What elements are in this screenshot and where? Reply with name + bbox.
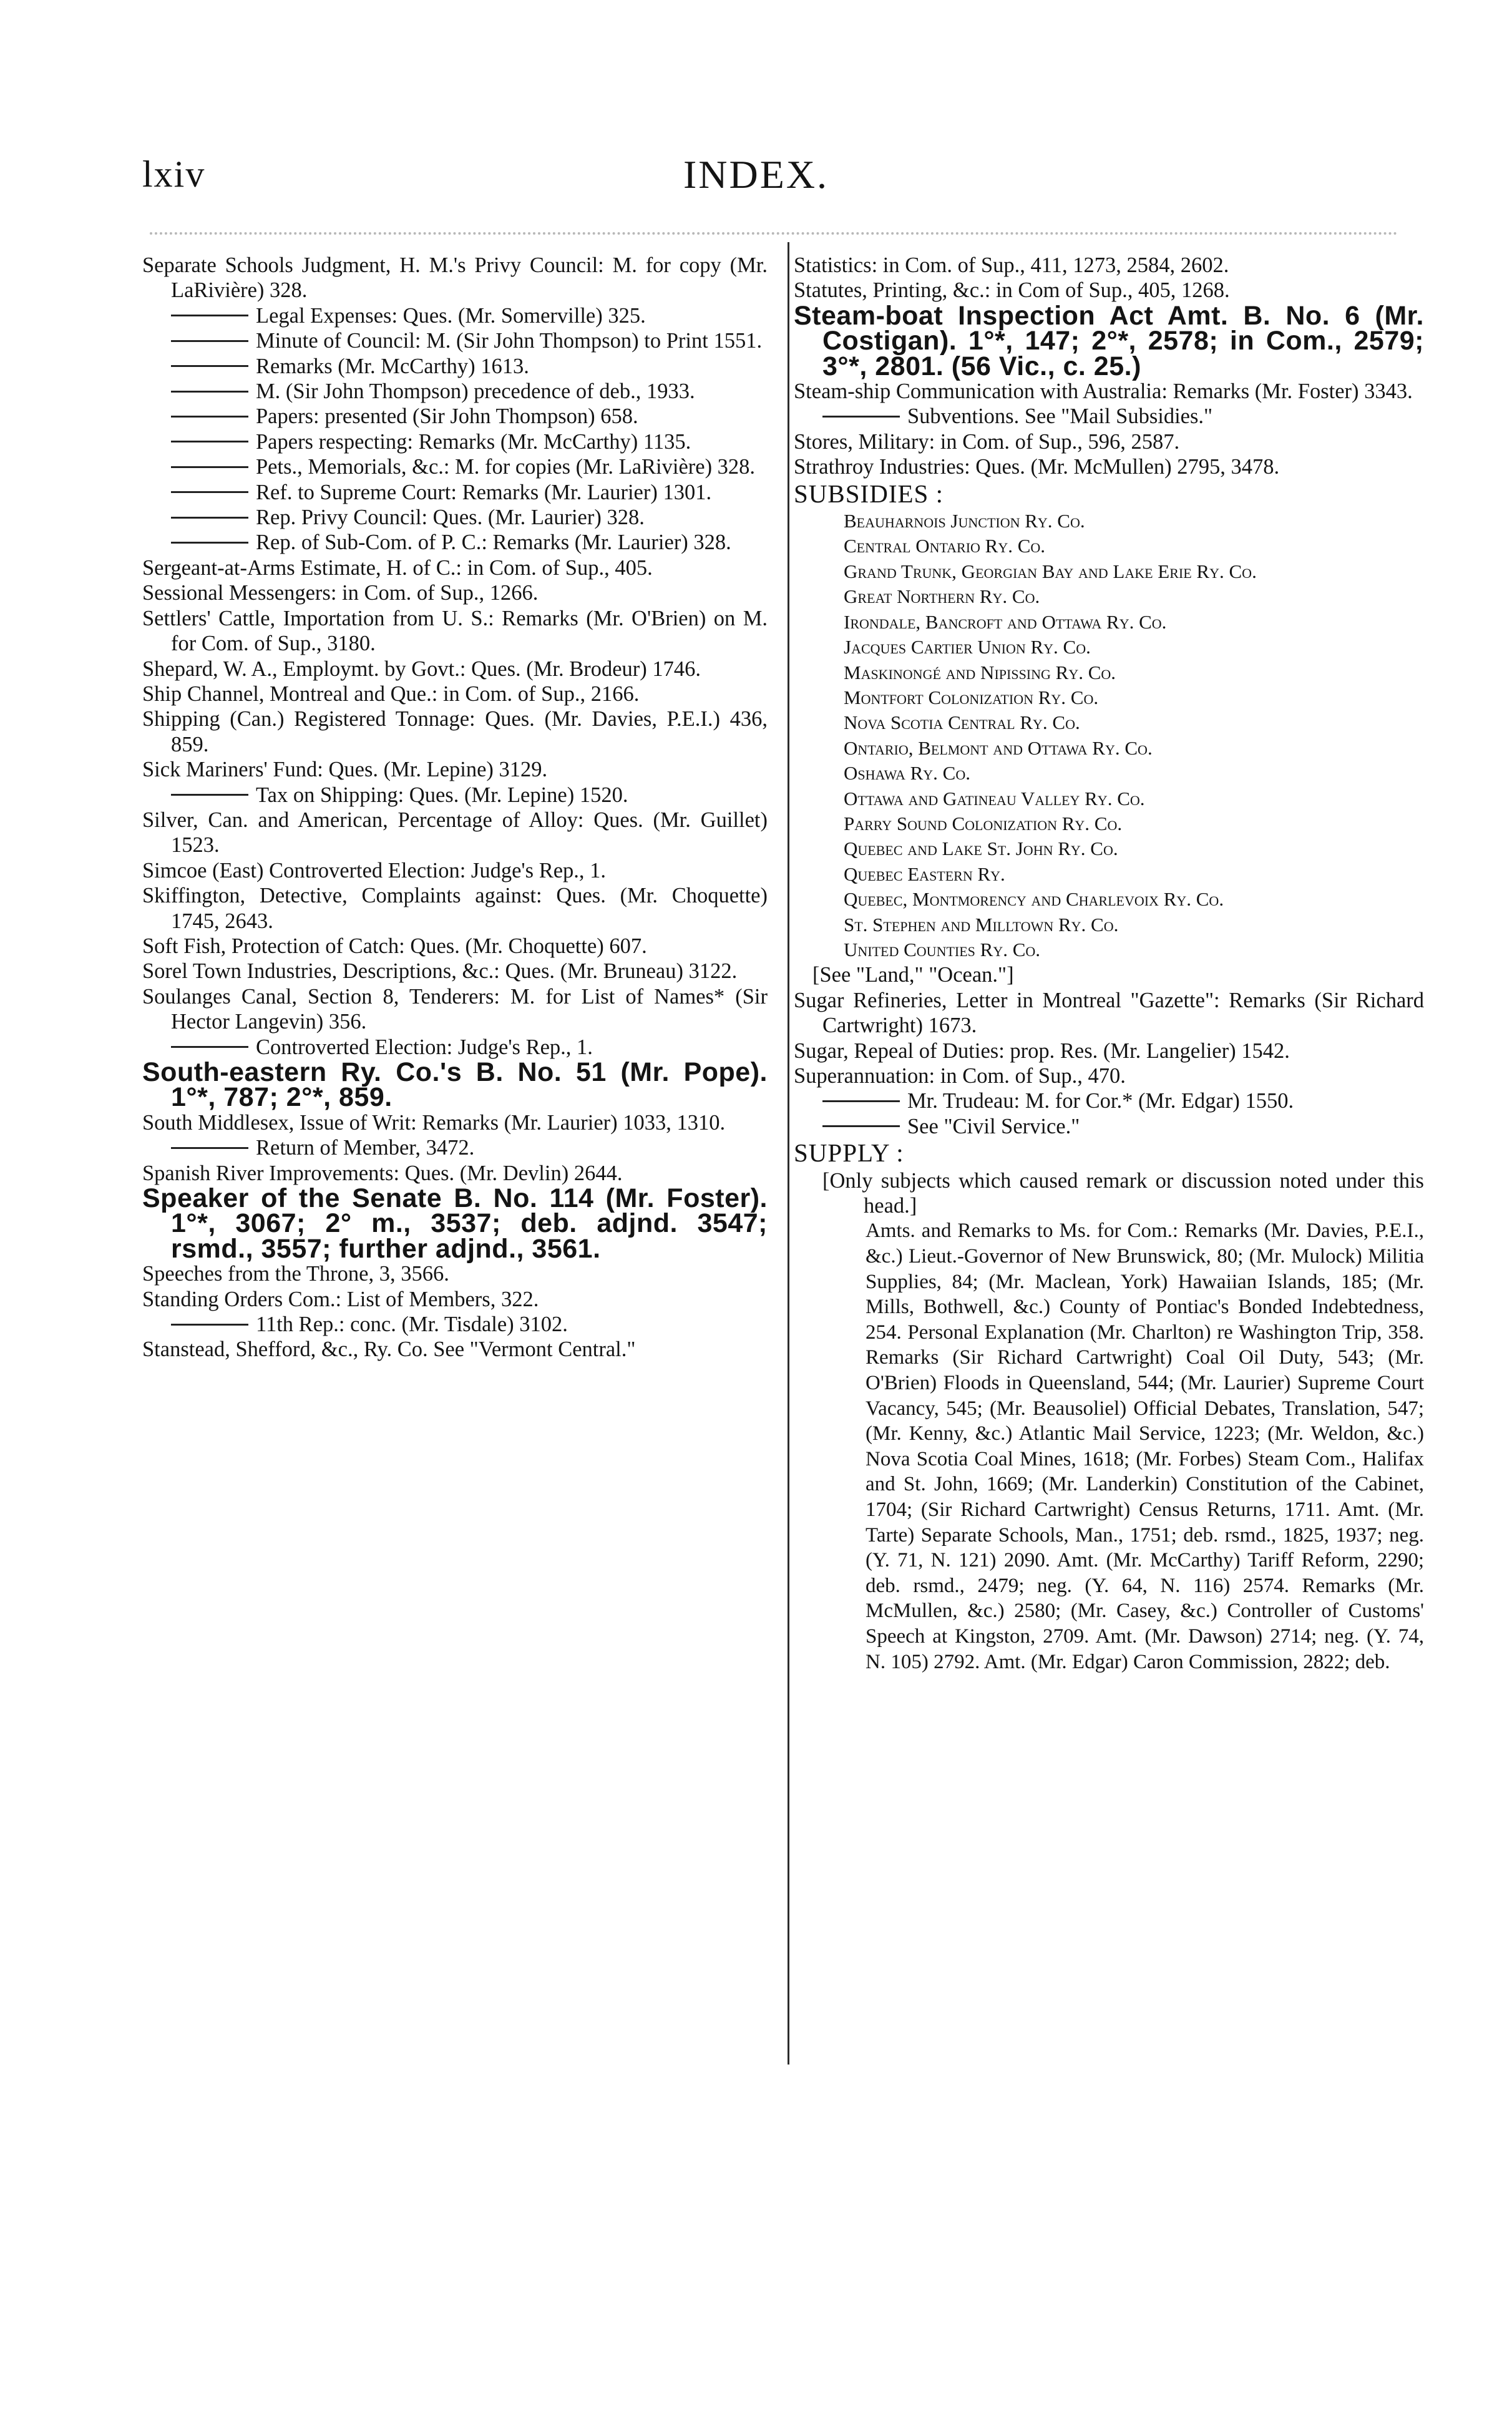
- ditto-dash: [822, 1100, 900, 1102]
- ditto-dash: [171, 340, 248, 342]
- list-item: Oshawa Ry. Co.: [844, 762, 970, 784]
- right-column: [794, 253, 1424, 1674]
- list-item: Maskinongé and Nipissing Ry. Co.: [844, 661, 1116, 683]
- list-item: Jacques Cartier Union Ry. Co.: [844, 636, 1091, 658]
- index-entry-bill: Steam-boat Inspection Act Amt. B. No. 6 (Mr. Costigan). 1°*, 147; 2°*, 2578; in Com., 2579; 3°*, 2801. (56 Vic., c. 25.): [794, 300, 1424, 381]
- index-entry: Settlers' Cattle, Importation from U. S.: Remarks (Mr. O'Brien) on M. for Com. of Sup., 3180.: [142, 606, 768, 656]
- index-subentry: Rep. Privy Council: Ques. (Mr. Laurier) 328.: [142, 505, 768, 530]
- index-subentry: M. (Sir John Thompson) precedence of deb., 1933.: [142, 379, 768, 404]
- list-item: Quebec, Montmorency and Charlevoix Ry. Co.: [844, 888, 1224, 911]
- header-rule: [150, 232, 1398, 235]
- index-entry: Sugar Refineries, Letter in Montreal "Gazette": Remarks (Sir Richard Cartwright) 1673.: [794, 988, 1424, 1038]
- supply-note: [Only subjects which caused remark or discussion noted under this head.]: [822, 1168, 1424, 1218]
- list-item: Irondale, Bancroft and Ottawa Ry. Co.: [844, 610, 1167, 633]
- index-subentry: Mr. Trudeau: M. for Cor.* (Mr. Edgar) 1550.: [794, 1088, 1424, 1113]
- index-entry: Soulanges Canal, Section 8, Tenderers: M. for List of Names* (Sir Hector Langevin) 356.: [142, 984, 768, 1034]
- ditto-dash: [171, 365, 248, 367]
- list-item: St. Stephen and Milltown Ry. Co.: [844, 913, 1119, 936]
- index-subentry: Minute of Council: M. (Sir John Thompson) to Print 1551.: [142, 328, 768, 353]
- ditto-dash: [171, 542, 248, 544]
- index-entry: Sessional Messengers: in Com. of Sup., 1266.: [142, 581, 539, 605]
- index-entry: Speeches from the Throne, 3, 3566.: [142, 1262, 449, 1286]
- supply-detail: Amts. and Remarks to Ms. for Com.: Remarks (Mr. Davies, P.E.I., &c.) Lieut.-Governor of New Brunswick, 80; (Mr. Mulock) Militia Supplies, 84; (Mr. Maclean, York) Hawaiian Islands, 185; (Mr. Mills, Bothwell, &c.) County of Pontiac's Bonded Indebtedness, 254. Personal Explanation (Mr. Charlton) re Washington Trip, 358. Remarks (Sir Richard Cartwright) Coal Oil Duty, 543; (Mr. O'Brien) Floods in Queensland, 544; (Mr. Laurier) Supreme Court Vacancy, 545; (Mr. Beausoliel) Official Debates, Translation, 547; (Mr. Kenny, &c.) Atlantic Mail Service, 1223; (Mr. Weldon, &c.) Nova Scotia Coal Mines, 1618; (Mr. Forbes) Steam Com., Halifax and St. John, 1669; (Mr. Landerkin) Constitution of the Cabinet, 1704; (Sir Richard Cartwright) Census Returns, 1711. Amt. (Mr. Tarte) Separate Schools, Man., 1751; deb. rsmd., 1825, 1937; neg. (Y. 71, N. 121) 2090. Amt. (Mr. McCarthy) Tariff Reform, 2290; deb. rsmd., 2479; neg. (Y. 64, N. 116) 2574. Remarks (Mr. McMullen, &c.) 2580; (Mr. Casey, &c.) Controller of Customs' Speech at Kingston, 2709. Amt. (Mr. Dawson) 2714; neg. (Y. 74, N. 105) 2792. Amt. (Mr. Edgar) Caron Commission, 2822; deb.: [866, 1219, 1424, 1673]
- index-subentry: Subventions. See "Mail Subsidies.": [794, 404, 1424, 429]
- ditto-dash: [171, 1324, 248, 1326]
- index-subentry: Ref. to Supreme Court: Remarks (Mr. Laurier) 1301.: [142, 480, 768, 505]
- index-entry: Superannuation: in Com. of Sup., 470.: [794, 1064, 1126, 1088]
- index-subentry: Legal Expenses: Ques. (Mr. Somerville) 325.: [142, 303, 768, 328]
- index-entry: Stores, Military: in Com. of Sup., 596, 2587.: [794, 429, 1180, 454]
- index-subentry: Tax on Shipping: Ques. (Mr. Lepine) 1520.: [142, 783, 768, 808]
- index-entry-bill: South-eastern Ry. Co.'s B. No. 51 (Mr. Pope). 1°*, 787; 2°*, 859.: [142, 1057, 768, 1113]
- index-entry: Steam-ship Communication with Australia: Remarks (Mr. Foster) 3343.: [794, 379, 1413, 404]
- ditto-dash: [822, 1125, 900, 1127]
- ditto-dash: [171, 1046, 248, 1048]
- see-also-note: [See "Land," "Ocean."]: [812, 963, 1014, 987]
- index-entry: Statutes, Printing, &c.: in Com of Sup., 405, 1268.: [794, 278, 1230, 303]
- list-item: Montfort Colonization Ry. Co.: [844, 686, 1099, 708]
- list-item: Central Ontario Ry. Co.: [844, 535, 1046, 557]
- index-entry: Strathroy Industries: Ques. (Mr. McMullen) 2795, 3478.: [794, 455, 1280, 479]
- index-entry: South Middlesex, Issue of Writ: Remarks (Mr. Laurier) 1033, 1310.: [142, 1110, 726, 1135]
- list-item: Nova Scotia Central Ry. Co.: [844, 711, 1080, 734]
- index-entry: Skiffington, Detective, Complaints against: Ques. (Mr. Choquette) 1745, 2643.: [142, 884, 768, 933]
- index-entry: Simcoe (East) Controverted Election: Judge's Rep., 1.: [142, 858, 607, 882]
- ditto-dash: [171, 1147, 248, 1149]
- index-subentry: Return of Member, 3472.: [142, 1135, 768, 1160]
- list-item: Ottawa and Gatineau Valley Ry. Co.: [844, 787, 1145, 809]
- list-item: United Counties Ry. Co.: [844, 938, 1041, 960]
- index-entry: Sick Mariners' Fund: Ques. (Mr. Lepine) 3129.: [142, 758, 548, 782]
- ditto-dash: [171, 391, 248, 393]
- ditto-dash: [171, 794, 248, 796]
- ditto-dash: [171, 441, 248, 442]
- list-item: Parry Sound Colonization Ry. Co.: [844, 812, 1123, 834]
- section-heading-subsidies: SUBSIDIES :: [794, 479, 944, 508]
- list-item: Quebec and Lake St. John Ry. Co.: [844, 838, 1118, 860]
- ditto-dash: [171, 491, 248, 493]
- list-item: Beauharnois Junction Ry. Co.: [844, 510, 1085, 532]
- index-entry: Shepard, W. A., Employmt. by Govt.: Ques. (Mr. Brodeur) 1746.: [142, 657, 701, 681]
- ditto-dash: [171, 517, 248, 519]
- index-entry-bill: Speaker of the Senate B. No. 114 (Mr. Foster). 1°*, 3067; 2° m., 3537; deb. adjnd. 3547; rsmd., 3557; further adjnd., 3561.: [142, 1183, 768, 1264]
- index-entry: Statistics: in Com. of Sup., 411, 1273, 2584, 2602.: [794, 253, 1229, 277]
- list-item: Quebec Eastern Ry.: [844, 863, 1005, 885]
- page-header: [0, 0, 1512, 225]
- index-entry: Spanish River Improvements: Ques. (Mr. Devlin) 2644.: [142, 1161, 623, 1185]
- index-entry: Shipping (Can.) Registered Tonnage: Ques. (Mr. Davies, P.E.I.) 436, 859.: [142, 707, 768, 756]
- index-subentry: See "Civil Service.": [794, 1114, 1424, 1139]
- index-entry: Sorel Town Industries, Descriptions, &c.: Ques. (Mr. Bruneau) 3122.: [142, 959, 738, 984]
- left-column: [142, 253, 768, 1362]
- page-number: lxiv: [142, 154, 206, 195]
- ditto-dash: [822, 416, 900, 418]
- index-entry: Standing Orders Com.: List of Members, 322.: [142, 1287, 539, 1311]
- list-item: Ontario, Belmont and Ottawa Ry. Co.: [844, 736, 1153, 759]
- index-entry: Stanstead, Shefford, &c., Ry. Co. See "Vermont Central.": [142, 1337, 636, 1362]
- index-entry: Sergeant-at-Arms Estimate, H. of C.: in Com. of Sup., 405.: [142, 555, 653, 580]
- index-entry: Sugar, Repeal of Duties: prop. Res. (Mr. Langelier) 1542.: [794, 1039, 1290, 1063]
- index-entry: Ship Channel, Montreal and Que.: in Com. of Sup., 2166.: [142, 682, 640, 706]
- column-divider: [788, 242, 789, 2065]
- ditto-dash: [171, 416, 248, 418]
- index-entry: Silver, Can. and American, Percentage of Alloy: Ques. (Mr. Guillet) 1523.: [142, 808, 768, 858]
- index-subentry: Rep. of Sub-Com. of P. C.: Remarks (Mr. Laurier) 328.: [142, 530, 768, 555]
- index-subentry: Remarks (Mr. McCarthy) 1613.: [142, 354, 768, 379]
- subsidies-list: [794, 509, 1424, 962]
- list-item: Grand Trunk, Georgian Bay and Lake Erie Ry. Co.: [844, 560, 1257, 582]
- index-entry: Separate Schools Judgment, H. M.'s Privy Council: M. for copy (Mr. LaRivière) 328.: [142, 253, 768, 303]
- ditto-dash: [171, 315, 248, 316]
- index-subentry: Papers respecting: Remarks (Mr. McCarthy) 1135.: [142, 429, 768, 454]
- index-subentry: Controverted Election: Judge's Rep., 1.: [142, 1035, 768, 1060]
- section-heading-supply: SUPPLY :: [794, 1138, 904, 1168]
- page-title: INDEX.: [683, 152, 829, 197]
- index-entry: Soft Fish, Protection of Catch: Ques. (Mr. Choquette) 607.: [142, 934, 647, 958]
- index-subentry: Papers: presented (Sir John Thompson) 658.: [142, 404, 768, 429]
- index-subentry: 11th Rep.: conc. (Mr. Tisdale) 3102.: [142, 1312, 768, 1337]
- list-item: Great Northern Ry. Co.: [844, 585, 1040, 608]
- ditto-dash: [171, 466, 248, 468]
- index-subentry: Pets., Memorials, &c.: M. for copies (Mr. LaRivière) 328.: [142, 454, 768, 479]
